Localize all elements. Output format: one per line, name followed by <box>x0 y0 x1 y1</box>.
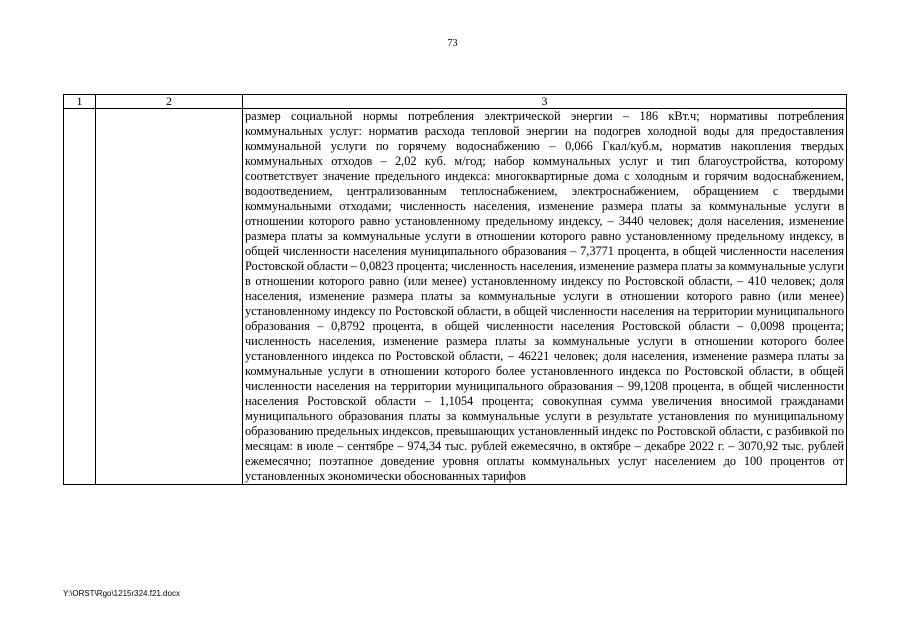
table-row <box>64 109 847 485</box>
footer-file-path: Y:\ORST\Rgo\1215r324.f21.docx <box>63 589 180 598</box>
body-text: размер социальной нормы потребления электрической энергии – 186 кВт.ч; нормативы потребления коммунальных услуг: норматив расхода тепловой энергии на подогрев холодной воды для предоставления коммунальной услуги по горячему водоснабжению – 0,066 Гкал/куб.м, норматив накопления твердых коммунальных отходов – 2,02 куб. м/год; набор коммунальных услуг и тип благоустройства, которому соответствует значение предельного индекса: многоквартирные дома с холодным и горячим водоснабжением, водоотведением, централизованным теплоснабжением, электроснабжением, обращением с твердыми коммунальными отходами; численность населения, изменение размера платы за коммунальные услуги в отношении которого равно установленному предельному индексу, – 3440 человек; доля населения, изменение размера платы за коммунальные услуги в отношении которого равно установленному предельному индексу, в общей численности населения муниципального образования – 7,3771 процента, в общей численности населения Ростовской области – 0,0823 процента; численность населения, изменение размера платы за коммунальные услуги в отношении которого равно (или менее) установленному индексу по Ростовской области, – 410 человек; доля населения, изменение размера платы за коммунальные услуги в отношении которого равно (или менее) установленному индексу по Ростовской области, в общей численности населения на территории муниципального образования – 0,8792 процента, в общей численности населения Ростовской области – 0,0098 процента; численность населения, изменение размера платы за коммунальные услуги в отношении которого более установленного индекса по Ростовской области, – 46221 человек; доля населения, изменение размера платы за коммунальные услуги в отношении которого более установленного индекса по Ростовской области, в общей численности населения на территории муниципального образования – 99,1208 процента, в общей численности населения Ростовской области – 1,1054 процента; совокупная сумма увеличения вносимой гражданами муниципального образования платы за коммунальные услуги в результате установления по муниципальному образованию предельных индексов, превышающих установленный индекс по Ростовской области, с разбивкой по месяцам: в июле – сентябре – 974,34 тыс. рублей ежемесячно, в октябре – декабре 2022 г. – 3070,92 тыс. рублей ежемесячно; поэтапное доведение уровня оплаты коммунальных услуг населением до 100 процентов от установленных экономически обоснованных тарифов <box>245 109 844 483</box>
page-number: 73 <box>447 38 458 49</box>
column-header-1: 1 <box>64 95 96 109</box>
table-header-row <box>64 95 847 109</box>
table-cell-col2 <box>96 109 243 485</box>
column-header-3: 3 <box>243 95 847 109</box>
table-cell-col3 <box>243 109 847 485</box>
column-header-2: 2 <box>96 95 243 109</box>
table-cell-col1 <box>64 109 96 485</box>
data-table <box>63 94 847 485</box>
